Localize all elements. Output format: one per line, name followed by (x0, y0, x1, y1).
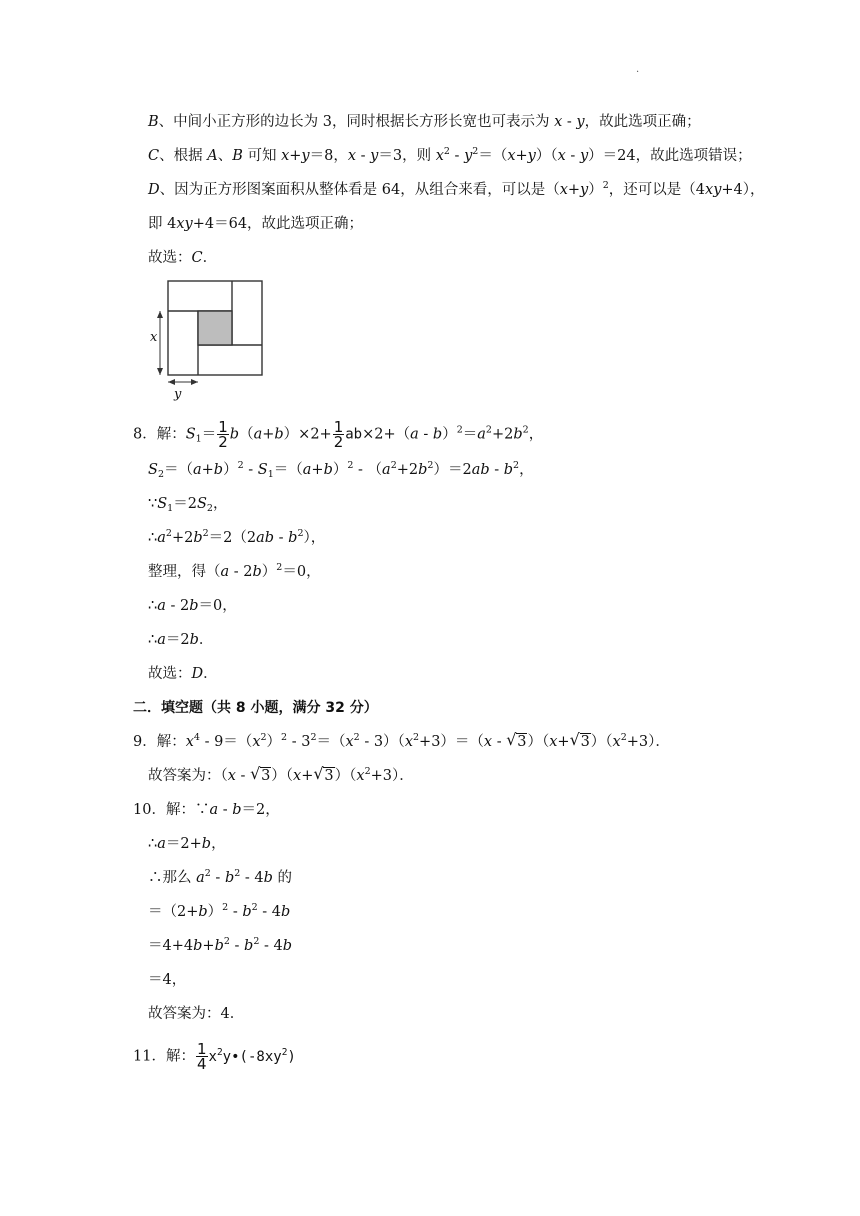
q8-line-5: 整理，得（a - 2b）$^2$＝0， (148, 562, 321, 580)
q10-line-1: 10．解：∵a - b＝2， (133, 802, 280, 818)
q8-line-7: ∴a＝2b． (148, 632, 214, 648)
q10-line-3: ∴那么 $a^2 - b^2 - 4b$ 的 (148, 868, 293, 886)
q10-line-7: 故答案为：4． (148, 1006, 245, 1022)
q9-line-1: 9．解：$x^4 - 9=(x^2)^2 - 3^2=(x^2 - 3)(x^2+3)=(x$ - √ 3）（x+ √ $3)(x^2+3)$． (133, 730, 670, 750)
choose-c: 故选：C． (148, 250, 218, 266)
q10-line-6: ＝4， (148, 972, 187, 988)
line-d-2: 即 4xy+4＝64，故此选项正确； (148, 216, 364, 232)
q8-line-2: $S_2=(a+b)^2 - S_1=(a+b)^2 - (a^2+2b^2)=2ab - b^2$， (148, 460, 534, 480)
square-figure (140, 278, 270, 402)
q8-line-8: 故选：D． (148, 666, 218, 682)
q8-line-1: 8．解：$S_1=$ $\frac{1}{2}$ b（a+b）×2+ $\frac{1}{2}$ $ab\times 2+(a - b)^2=a^2+2b^2$， (133, 418, 544, 451)
q8-line-4: $\therefore a^2+2b^2=2(2ab - b^2)$， (148, 528, 326, 546)
figure-label-y: y (174, 387, 182, 402)
q8-line-6: ∴a - 2b＝0， (148, 598, 237, 614)
line-b: B、中间小正方形的边长为 3，同时根据长方形长宽也可表示为 x - y，故此选项正确； (148, 114, 701, 130)
q10-line-5: $=4+4b+b^2 - b^2 - 4b$ (148, 936, 293, 954)
header-dot: . (636, 64, 640, 75)
section-2-header: 二．填空题（共 8 小题，满分 32 分） (133, 700, 378, 716)
line-d-1: D、因为正方形图案面积从整体看是 64，从组合来看，可以是$(x+y)^2$，还可以是（4xy+4）， (148, 180, 765, 198)
q10-line-4: $=(2+b)^2 - b^2 - 4b$ (148, 902, 291, 920)
figure-label-x: x (150, 330, 158, 345)
line-c: C、根据 A、B 可知 x+y＝8，x - y＝3，则 $x^2 - y^2=(x+y)(x - y)=24$，故此选项错误； (148, 146, 752, 164)
q11-line-1: 11．解： $\frac{1}{4}$ $x^2y•(-8xy^2)$ (133, 1040, 296, 1073)
q9-line-2: 故答案为：（x - √ 3）（x+ √ $3)(x^2+3)$． (148, 764, 414, 784)
q10-line-2: ∴a＝2+b， (148, 836, 226, 852)
q8-line-3: $\because S_1=2S_2$， (148, 496, 228, 514)
